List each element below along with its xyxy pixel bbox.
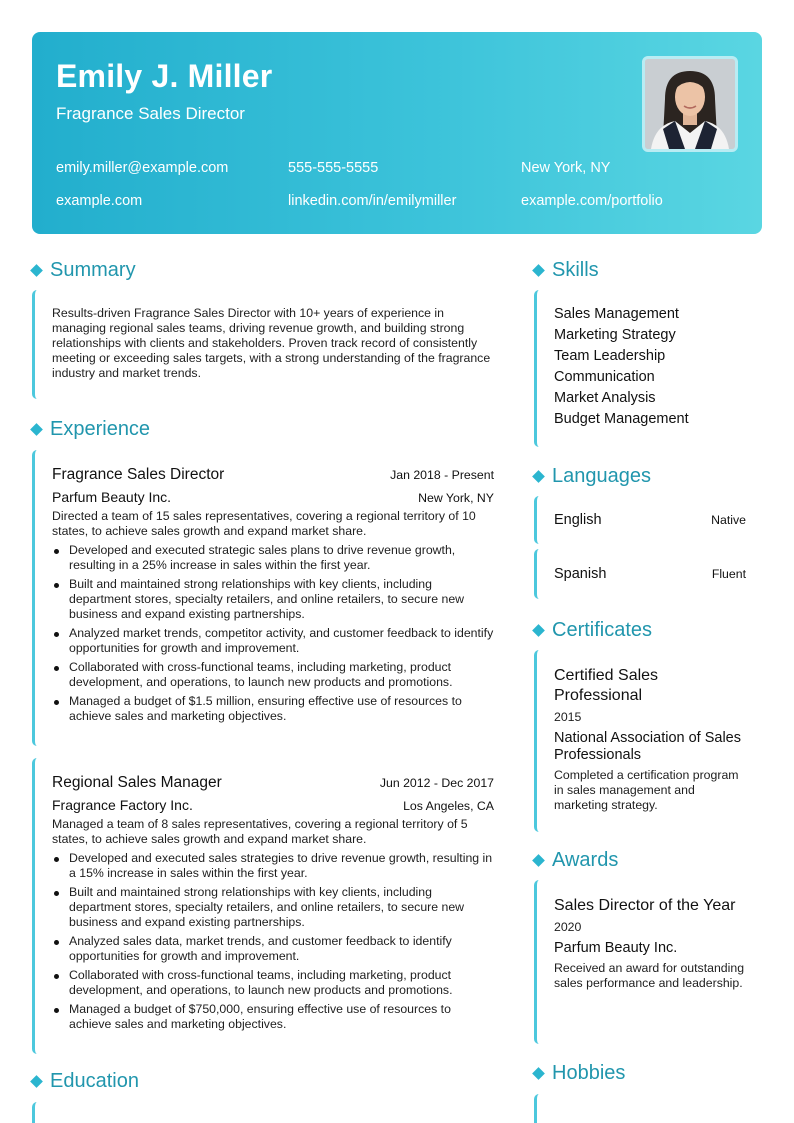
summary-heading: Summary (32, 259, 136, 282)
award-name: Sales Director of the Year (554, 897, 736, 914)
experience-heading: Experience (32, 418, 150, 441)
skills-heading: Skills (534, 259, 599, 282)
list-item: Collaborated with cross-functional teams, including marketing, product development, and operations, to launch new products and promotions. (52, 968, 494, 998)
contact-website[interactable]: example.com (56, 193, 143, 209)
list-item: Market Analysis (554, 390, 656, 406)
experience-item (32, 450, 502, 746)
diamond-icon (30, 423, 43, 436)
summary-block (32, 290, 502, 399)
diamond-icon (532, 624, 545, 637)
language-name: Spanish (554, 566, 607, 582)
certificate-year: 2015 (554, 710, 582, 724)
job-dates: Jun 2012 - Dec 2017 (379, 776, 494, 790)
diamond-icon (532, 264, 545, 277)
award-year: 2020 (554, 920, 582, 934)
award-item (534, 880, 760, 1044)
language-name: English (554, 512, 602, 528)
list-item: Communication (554, 369, 655, 385)
certificate-description: Completed a certification program in sales management and marketing strategy. (554, 768, 739, 812)
hobbies-block (534, 1094, 760, 1123)
job-company: Parfum Beauty Inc. (52, 489, 172, 505)
skills-list (554, 304, 689, 430)
experience-item (32, 758, 502, 1054)
award-issuer: Parfum Beauty Inc. (554, 940, 678, 956)
diamond-icon (532, 1067, 545, 1080)
list-item: Analyzed sales data, market trends, and customer feedback to identify opportunities for growth and improvement. (52, 934, 494, 964)
list-item: Built and maintained strong relationships with key clients, including department stores, specialty retailers, and online retailers, to secure new business and expand existing partnerships. (52, 885, 494, 930)
job-bullets (52, 851, 494, 1032)
contact-location: New York, NY (521, 160, 611, 176)
list-item: Built and maintained strong relationships with key clients, including department stores, specialty retailers, and online retailers, to secure new business and expand existing partnerships. (52, 577, 494, 622)
job-description: Directed a team of 15 sales representatives, covering a regional territory of 10 states, to achieve sales growth and expand market share. (52, 509, 476, 538)
job-location: New York, NY (418, 491, 494, 505)
job-bullets (52, 543, 494, 724)
job-location: Los Angeles, CA (403, 799, 494, 813)
profile-photo (642, 56, 738, 152)
language-item (534, 549, 760, 599)
list-item: Sales Management (554, 306, 679, 322)
hobbies-heading: Hobbies (534, 1062, 625, 1085)
contact-linkedin[interactable]: linkedin.com/in/emilymiller (288, 193, 457, 209)
job-role: Fragrance Sales Director (52, 466, 225, 483)
list-item: Collaborated with cross-functional teams, including marketing, product development, and operations, to launch new products and promotions. (52, 660, 494, 690)
contact-email[interactable]: emily.miller@example.com (56, 160, 229, 176)
diamond-icon (30, 1075, 43, 1088)
list-item: Developed and executed sales strategies to drive revenue growth, resulting in a 15% increase in sales within the first year. (52, 851, 494, 881)
education-heading: Education (32, 1070, 139, 1093)
language-level: Fluent (711, 567, 746, 581)
language-level: Native (711, 513, 746, 527)
job-dates: Jan 2018 - Present (390, 468, 494, 482)
resume-header (32, 32, 762, 234)
list-item: Managed a budget of $750,000, ensuring effective use of resources to achieve sales and marketing objectives. (52, 1002, 494, 1032)
diamond-icon (532, 854, 545, 867)
list-item: Team Leadership (554, 348, 666, 364)
languages-heading: Languages (534, 465, 651, 488)
certificate-item (534, 650, 760, 832)
list-item: Marketing Strategy (554, 327, 676, 343)
certificate-name: Certified Sales Professional (554, 667, 659, 704)
contact-portfolio[interactable]: example.com/portfolio (521, 193, 663, 209)
skills-block (534, 290, 760, 447)
contact-phone[interactable]: 555-555-5555 (288, 160, 379, 176)
list-item: Analyzed market trends, competitor activity, and customer feedback to identify opportunities for growth and improvement. (52, 626, 494, 656)
certificate-issuer: National Association of Sales Professionals (554, 730, 741, 763)
education-block (32, 1102, 502, 1123)
job-role: Regional Sales Manager (52, 774, 222, 791)
summary-text: Results-driven Fragrance Sales Director with 10+ years of experience in managing regional sales teams, driving revenue growth, and building strong relationships with clients and stakeholders. Proven track record of consistently meeting or exceeding sales targets, with a strong understanding of the fragrance industry and market trends. (52, 306, 491, 380)
list-item: Developed and executed strategic sales plans to drive revenue growth, resulting in a 25% increase in sales within the first year. (52, 543, 494, 573)
candidate-title: Fragrance Sales Director (56, 104, 245, 123)
list-item: Managed a budget of $1.5 million, ensuring effective use of resources to achieve sales and marketing objectives. (52, 694, 494, 724)
diamond-icon (532, 470, 545, 483)
award-description: Received an award for outstanding sales performance and leadership. (554, 961, 745, 990)
list-item: Budget Management (554, 411, 689, 427)
awards-heading: Awards (534, 849, 618, 872)
language-item (534, 496, 760, 544)
certificates-heading: Certificates (534, 619, 652, 642)
job-company: Fragrance Factory Inc. (52, 797, 193, 813)
job-description: Managed a team of 8 sales representatives, covering a regional territory of 5 states, to achieve sales growth and expand market share. (52, 817, 468, 846)
diamond-icon (30, 264, 43, 277)
candidate-name: Emily J. Miller (56, 58, 273, 94)
